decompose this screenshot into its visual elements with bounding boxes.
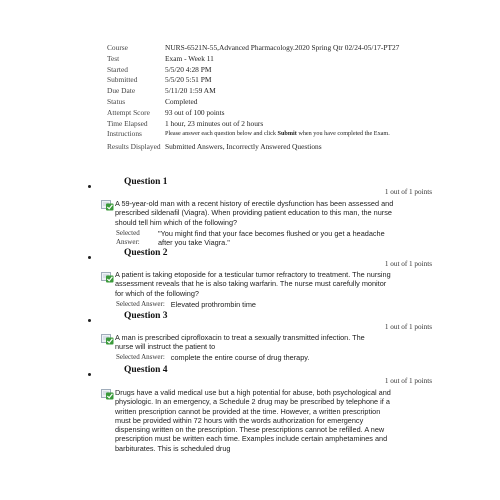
results-displayed-value: Submitted Answers, Incorrectly Answered Questions xyxy=(165,142,322,152)
question-2-answer xyxy=(116,300,256,309)
started-row xyxy=(107,65,407,76)
correct-answer-icon xyxy=(101,200,114,211)
instructions-text-pre: Please answer each question below and click xyxy=(165,130,278,138)
status-value: Completed xyxy=(165,96,198,106)
instructions-value xyxy=(165,129,407,140)
list-bullet xyxy=(88,185,91,188)
question-2-text: A patient is taking etoposide for a testicular tumor refractory to treatment. The nursing assessment reveals that he is also taking warfarin. The nurse must carefully monitor for which of the following? xyxy=(115,270,391,298)
selected-answer-value: "You might find that your face becomes flushed or you get a headache after you take Viagra." xyxy=(158,229,385,248)
course-row xyxy=(107,43,407,54)
attempt-score-label: Attempt Score xyxy=(107,107,150,117)
due-date-label: Due Date xyxy=(107,86,136,96)
attempt-score-row xyxy=(107,108,407,119)
question-2-points: 1 out of 1 points xyxy=(384,260,432,268)
submitted-row xyxy=(107,75,407,86)
question-4-text: Drugs have a valid medical use but a high potential for abuse, both psychological and physiologic. In an emergency, a Schedule 2 drug may be prescribed by telephone if a written prescription cannot be provided at the time. However, a written prescription must be provided within 72 hours with the words authorization for emergency dispensing written on the prescription. These prescriptions cannot be refilled. A new prescription must be written each time. Examples include certain amphetamines and barbiturates. This is scheduled drug xyxy=(115,388,391,453)
course-value: NURS-6521N-55,Advanced Pharmacology.2020 Spring Qtr 02/24-05/17-PT27 xyxy=(165,43,400,52)
results-displayed-row xyxy=(107,142,407,153)
results-displayed-label: Results Displayed xyxy=(107,142,161,152)
status-row xyxy=(107,97,407,108)
question-1-points: 1 out of 1 points xyxy=(384,188,432,196)
time-elapsed-label: Time Elapsed xyxy=(107,118,148,128)
question-1-answer xyxy=(116,229,390,248)
status-label: Status xyxy=(107,96,126,106)
course-label: Course xyxy=(107,43,128,52)
started-value: 5/5/20 4:28 PM xyxy=(165,64,212,74)
selected-answer-value: complete the entire course of drug therapy. xyxy=(170,353,310,362)
time-elapsed-value: 1 hour, 23 minutes out of 2 hours xyxy=(165,118,264,128)
submitted-value: 5/5/20 5:51 PM xyxy=(165,75,212,85)
list-bullet xyxy=(88,373,91,376)
instructions-submit-word: Submit xyxy=(277,130,297,138)
correct-answer-icon xyxy=(101,334,114,345)
selected-answer-value: Elevated prothrombin time xyxy=(170,300,256,309)
question-3-title: Question 3 xyxy=(124,311,168,321)
question-3-answer xyxy=(116,353,309,362)
due-date-row xyxy=(107,86,407,97)
list-bullet xyxy=(88,319,91,322)
list-bullet xyxy=(88,256,91,259)
instructions-row xyxy=(107,129,407,140)
instructions-label: Instructions xyxy=(107,129,142,139)
time-elapsed-row xyxy=(107,119,407,130)
question-1-text: A 59-year-old man with a recent history of erectile dysfunction has been assessed and prescribed sildenafil (Viagra). When providing patient education to this man, the nurse should tell him which of the following? xyxy=(115,199,394,227)
started-label: Started xyxy=(107,64,128,74)
question-3-text: A man is prescribed ciprofloxacin to treat a sexually transmitted infection. The nurse will instruct the patient to xyxy=(115,333,365,352)
correct-answer-icon xyxy=(101,272,114,283)
question-2-title: Question 2 xyxy=(124,248,168,258)
test-row xyxy=(107,54,407,65)
due-date-value: 5/11/20 1:59 AM xyxy=(165,86,216,96)
selected-answer-label: Selected Answer: xyxy=(116,300,165,308)
test-label: Test xyxy=(107,53,120,63)
correct-answer-icon xyxy=(101,389,114,400)
question-3-points: 1 out of 1 points xyxy=(384,323,432,331)
question-1-title: Question 1 xyxy=(124,177,168,187)
selected-answer-label: Selected Answer: xyxy=(116,353,165,361)
attempt-score-value: 93 out of 100 points xyxy=(165,107,225,117)
selected-answer-label: Selected Answer: xyxy=(116,229,140,247)
instructions-text-post: when you have completed the Exam. xyxy=(296,130,390,138)
question-4-title: Question 4 xyxy=(124,365,168,375)
submitted-label: Submitted xyxy=(107,75,138,85)
question-4-points: 1 out of 1 points xyxy=(384,377,432,385)
test-value: Exam - Week 11 xyxy=(165,53,214,63)
attempt-summary xyxy=(107,43,407,153)
